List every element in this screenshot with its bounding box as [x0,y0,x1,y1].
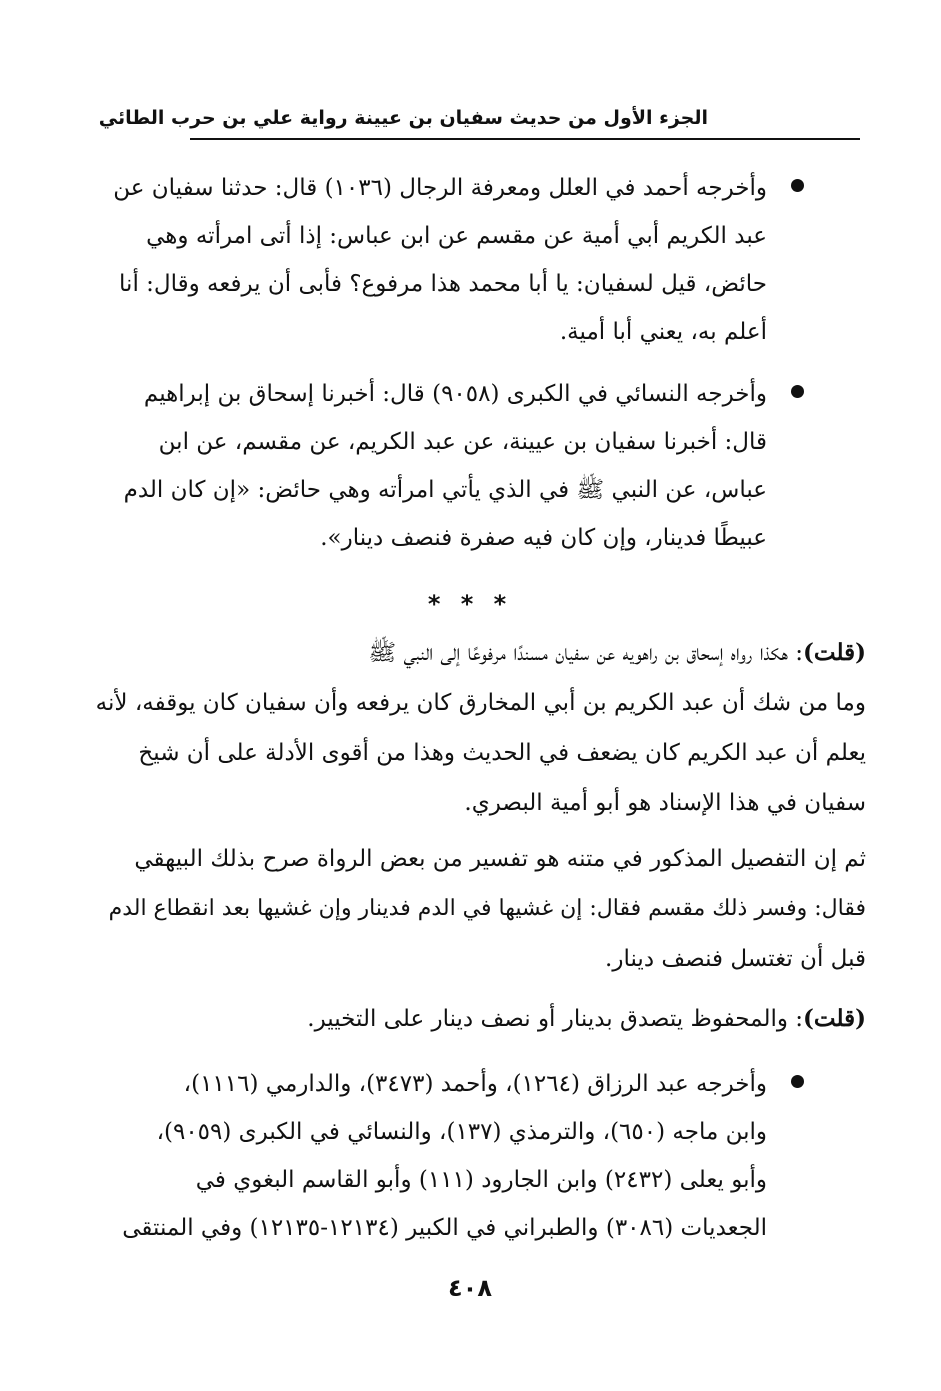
paragraph [92,628,866,828]
qult-label: (قلت) [803,639,866,666]
bullet-item [92,164,767,356]
bullet-item [92,1060,767,1252]
text-line: حائض، قيل لسفيان: يا أبا محمد هذا مرفوع؟ فأبى أن يرفعه وقال: أنا [119,271,767,297]
paragraph [92,834,866,984]
running-header: الجزء الأول من حديث سفيان بن عيينة رواية علي بن حرب الطائي [98,107,708,129]
text-line: عباس، عن النبي ﷺ في الذي يأتي امرأته وهي حائض: «إن كان الدم [123,477,767,503]
section-separator: * * * [427,590,513,618]
bullet-item [92,370,767,562]
text-line: وأخرجه عبد الرزاق (١٢٦٤)، وأحمد (٣٤٧٣)، والدارمي (١١١٦)، [183,1071,767,1097]
text-line: الجعديات (٣٠٨٦) والطبراني في الكبير (١٢١٣٤-١٢١٣٥) وفي المنتقى [122,1215,767,1241]
text-line: وأبو يعلى (٢٤٣٢) وابن الجارود (١١١) وأبو القاسم البغوي في [195,1167,767,1193]
text-line: ثم إن التفصيل المذكور في متنه هو تفسير من بعض الرواة صرح بذلك البيهقي [134,846,866,872]
text-line: وما من شك أن عبد الكريم بن أبي المخارق كان يرفعه وأن سفيان كان يوقفه، لأنه [95,690,866,716]
text-line: أعلم به، يعني أبا أمية. [559,319,767,345]
text-line: عبيطًا فدينار، وإن كان فيه صفرة فنصف دينار». [320,525,767,551]
page-number: ٤٠٨ [448,1274,492,1302]
text-line: قال: أخبرنا سفيان بن عيينة، عن عبد الكريم، عن مقسم، عن ابن [158,429,767,455]
text-line: قبل أن تغتسل فنصف دينار. [605,946,866,972]
text-segment: : والمحفوظ يتصدق بدينار أو نصف دينار على التخيير. [307,1006,804,1032]
text-line: سفيان في هذا الإسناد هو أبو أمية البصري. [464,790,866,816]
text-line: وأخرجه أحمد في العلل ومعرفة الرجال (١٠٣٦) قال: حدثنا سفيان عن [113,175,767,201]
text-line: عبد الكريم أبي أمية عن مقسم عن ابن عباس: إذا أتى امرأته وهي [146,223,767,249]
text-line [92,628,866,678]
text-line: يعلم أن عبد الكريم كان يضعف في الحديث وهذا من أقوى الأدلة على أن شيخ [138,740,866,766]
text-segment: : هكذا رواه إسحاق بن راهويه عن سفيان مسندًا مرفوعًا إلى النبي ﷺ [368,640,804,666]
bullet-dot-icon [791,385,804,398]
text-line [92,994,866,1044]
qult-label: (قلت) [803,1005,866,1032]
text-line: وأخرجه النسائي في الكبرى (٩٠٥٨) قال: أخبرنا إسحاق بن إبراهيم [143,381,767,407]
bullet-dot-icon [791,179,804,192]
header-rule [190,138,860,140]
bullet-dot-icon [791,1075,804,1088]
text-line: وابن ماجه (٦٥٠)، والترمذي (١٣٧)، والنسائي في الكبرى (٩٠٥٩)، [156,1119,767,1145]
text-line: فقال: وفسر ذلك مقسم فقال: إن غشيها في الدم فدينار وإن غشيها بعد انقطاع الدم [108,896,866,921]
paragraph [92,994,866,1044]
